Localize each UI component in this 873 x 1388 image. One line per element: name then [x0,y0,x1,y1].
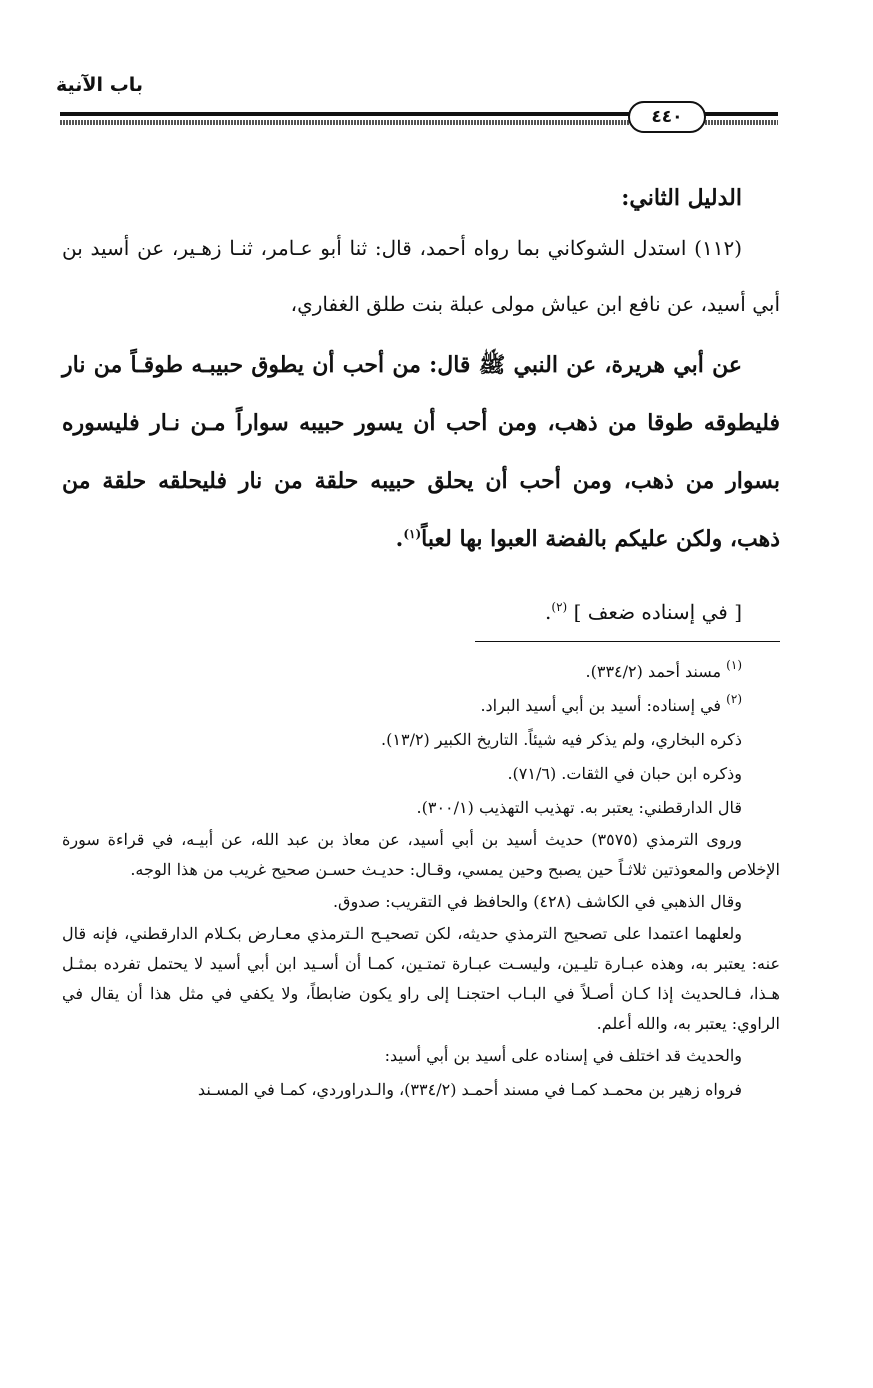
footnote-1-text: مسند أحمد (٣٣٤/٢). [585,662,722,681]
page-number: ٤٤٠ [628,101,706,133]
footnote-2-line-4: قال الدارقطني: يعتبر به. تهذيب التهذيب (٣٠٠/١). [416,798,742,817]
running-title: باب الآنية [56,74,144,96]
footnote-2-line-7: ولعلهما اعتمدا على تصحيح الترمذي حديثه، لكن تصحيـح الـترمذي معـارض بكـلام الدارقطني، فإنه قال عنه: يعتبر به، وهذه عبـارة تليـين، وليسـت عبـارة تمتـين، كمـا أن أسـيد ابن أبي أسيد لا يحتمل تفرده بمثـل هـذا، فـالحديث إذا كـان أصـلاً في البـاب احتجنـا إلى راو يكون ضابطاً، ولا يكفي في مثل هذا أن يقال في الراوي: يعتبر به، والله أعلم. [62,924,781,1033]
footnote-2-line-9: فرواه زهير بن محمـد كمـا في مسند أحمـد (٣٣٤/٢)، والـدراوردي، كمـا في المسـند [197,1080,742,1099]
main-text [62,176,780,632]
footnote-ref-1: (١) [403,527,422,541]
footnote-2-line-3: وذكره ابن حبان في الثقات. (٧١/٦). [507,764,742,783]
footnote-separator [475,641,780,642]
hadith-body: عن أبي هريرة، عن النبي ﷺ قال: من أحب أن يطوق حبيبـه طوقـاً من نار فليطوقه طوقا من ذهب، ومن أحب أن يسور حبيبه سواراً مـن نـار فليسوره بسوار من ذهب، ومن أحب أن يحلق حبيبه حلقة من نار فليحلقه حلقة من ذهب، ولكن عليكم بالفضة العبوا بها لعباً [62,352,780,552]
footnote-1 [62,655,780,689]
hadith-text: عن أبي هريرة، عن النبي ﷺ قال: من أحب أن يطوق حبيبـه طوقـاً من نار فليطوقه طوقا من ذهب، ومن أحب أن يسور حبيبه سواراً مـن نـار فليسوره بسوار من ذهب، ومن أحب أن يحلق حبيبه حلقة من نار فليحلقه حلقة من ذهب، ولكن عليكم بالفضة العبوا بها لعباً$^{(١)}$. [62,352,780,552]
footnote-2-line-5: وروى الترمذي (٣٥٧٥) حديث أسيد بن أبي أسيد، عن معاذ بن عبد الله، عن أبيـه، في قراءة سورة الإخلاص والمعوذتين ثلاثـاً حين يصبح وحين يمسي، وقـال: حديـث حسـن صحيح غريب من هذا الوجه. [62,830,780,879]
grading-verdict: [ في إسناده ضعف ] $^{(٢)}$. [545,600,742,624]
footnote-2-line-8: والحديث قد اختلف في إسناده على أسيد بن أبي أسيد: [384,1046,742,1065]
footnote-2-line-1: في إسناده: أسيد بن أبي أسيد البراد. [480,696,722,715]
footnote-2 [62,689,780,723]
footnote-1-mark: (١) [726,658,742,672]
section-title: الدليل الثاني: [621,185,742,211]
verdict-text: [ في إسناده ضعف ] [573,600,742,624]
footnote-2-line-6: وقال الذهبي في الكاشف (٤٢٨) والحافظ في التقريب: صدوق. [332,892,742,911]
footnote-2-line-2: ذكره البخاري، ولم يذكر فيه شيئاً. التاريخ الكبير (١٣/٢). [381,730,742,749]
footnote-2-mark: (٢) [726,692,742,706]
footnotes [62,655,780,1107]
footnote-ref-2: (٢) [551,600,568,614]
isnad-paragraph: (١١٢) استدل الشوكاني بما رواه أحمد، قال: ثنا أبو عـامر، ثنـا زهـير، عن أسيد بن أبي أسيد، عن نافع ابن عياش مولى عبلة بنت طلق الغفاري، [62,236,780,316]
